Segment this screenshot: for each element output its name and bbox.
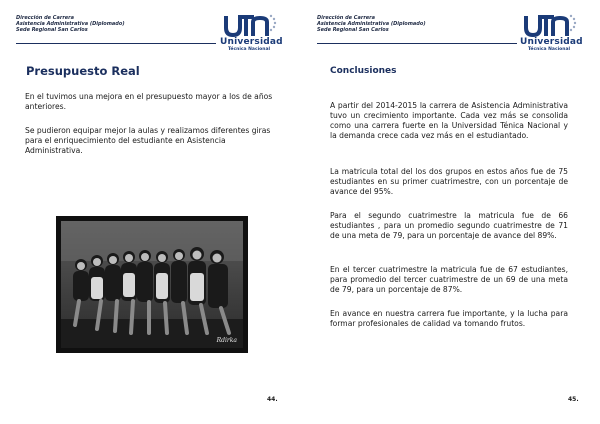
header-rule (317, 43, 517, 44)
logo-name: Universidad (520, 37, 583, 47)
page-title: Presupuesto Real (26, 64, 140, 78)
page-number: 45. (568, 396, 579, 403)
header-line-1: Dirección de Carrera (16, 15, 75, 21)
photo-signature: Rdirka (216, 337, 237, 344)
logo-subtitle: Técnica Nacional (227, 47, 271, 52)
paragraph: Se pudieron equipar mejor la aulas y realizamos diferentes giras para el enriquecimiento del estudiante en Asistencia Administrativa. (25, 126, 271, 155)
utn-logo-mark (220, 10, 278, 38)
paragraph: En el tuvimos una mejora en el presupuesto mayor a los de años anteriores. (25, 92, 273, 111)
paragraph: La matricula total del los dos grupos en estos años fue de 75 estudiantes en su primer cuatrimestre, con un porcentaje de avance del 95%. (330, 167, 568, 196)
header-line-2: Asistencia Administrativa (Diplomado) (317, 21, 426, 28)
page-header (16, 15, 125, 34)
header-line-3: Sede Regional San Carlos (16, 27, 88, 34)
paragraph: En avance en nuestra carrera fue importante, y la lucha para formar profesionales de calidad va tomando frutos. (330, 309, 568, 328)
group-photo-image (61, 221, 243, 348)
page-title: Conclusiones (330, 66, 397, 76)
utn-logo (220, 10, 282, 54)
page-number: 44. (267, 396, 278, 403)
header-line-2: Asistencia Administrativa (Diplomado) (16, 21, 125, 28)
right-page (300, 0, 600, 424)
students-photo-icon (61, 221, 243, 348)
header-rule (16, 43, 216, 44)
group-photo (56, 216, 248, 353)
logo-subtitle: Técnica Nacional (527, 47, 571, 52)
paragraph: Para el segundo cuatrimestre la matricula fue de 66 estudiantes , para un promedio segundo cuatrimestre de 71 de una meta de 79, para un porcentaje de avance del 89%. (330, 211, 568, 240)
utn-logo-mark (520, 10, 578, 38)
header-line-3: Sede Regional San Carlos (317, 27, 389, 34)
utn-logo (520, 10, 582, 54)
paragraph: En el tercer cuatrimestre la matricula fue de 67 estudiantes, para promedio del tercer cuatrimestre de un 69 de una meta de 79, para un porcentaje de 87%. (330, 265, 568, 294)
logo-name: Universidad (220, 37, 283, 47)
paragraph: A partir del 2014-2015 la carrera de Asistencia Administrativa tuvo un crecimiento importante. Cada vez más se consolida como una carrera fuerte en la Universidad Ténica Nacional y la demanda crece cada vez más en el estudiantado. (330, 101, 568, 140)
page-header (317, 15, 426, 34)
header-line-1: Dirección de Carrera (317, 15, 376, 21)
